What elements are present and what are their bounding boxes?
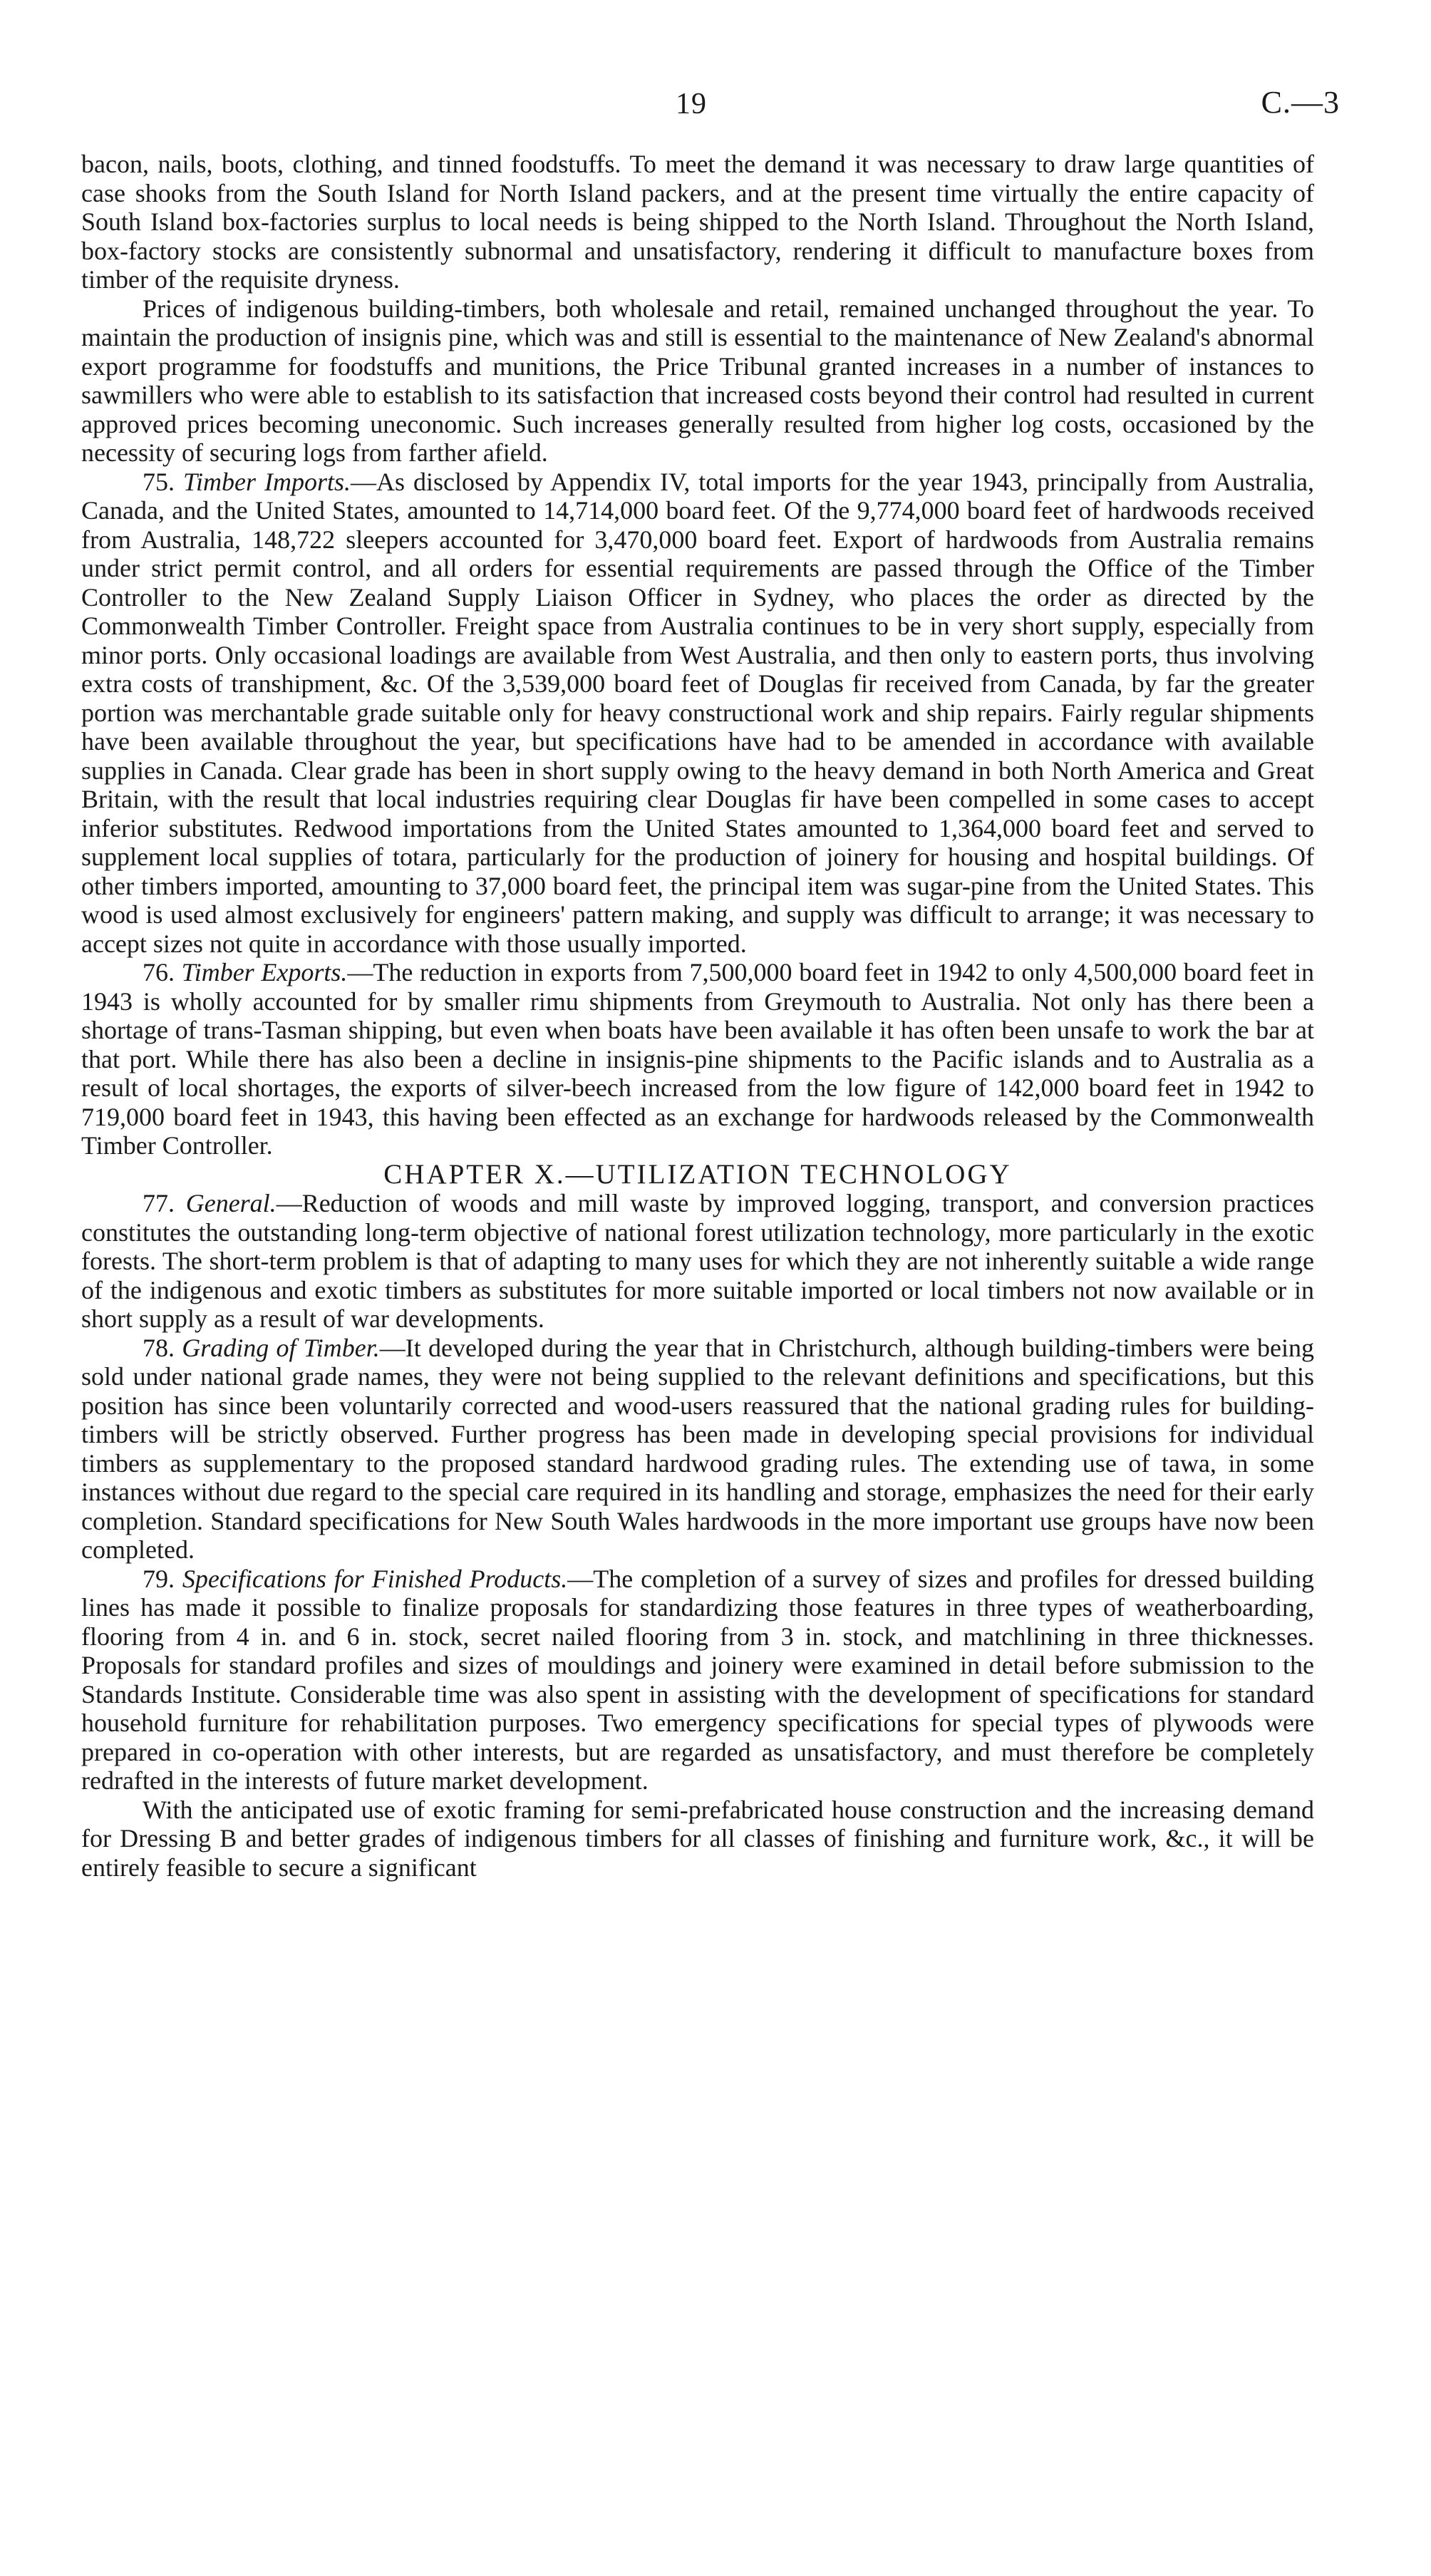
paragraph-title: Timber Imports.: [183, 467, 351, 496]
paragraph-number: 76.: [143, 958, 175, 986]
paragraph-exotic-framing: [81, 1796, 1314, 1882]
paragraph-75-timber-imports: [81, 468, 1314, 959]
paragraph-title: Grading of Timber.: [182, 1333, 380, 1362]
paragraph-text: —The completion of a survey of sizes and profiles for dressed building lines has made it possible to finalize proposals for standardizing those features in three types of weatherboarding, flooring from 4 in. and 6 in. stock, secret nailed flooring from 3 in. stock, and matchlining in three thicknesses. Proposals for standard profiles and sizes of mouldings and joinery were examined in detail before submission to the Standards Institute. Considerable time was also spent in assisting with the development of specifications for standard household furniture for rehabilitation purposes. Two emergency specifications for special types of plywoods were prepared in co-operation with other interests, but are regarded as unsatisfactory, and must therefore be completely redrafted in the interests of future market development.: [81, 1564, 1315, 1795]
paragraph-title: Timber Exports.: [181, 958, 348, 986]
paragraph-title: Specifications for Finished Products.: [182, 1564, 568, 1593]
paragraph-continuation: [81, 150, 1314, 294]
paragraph-prices: [81, 294, 1314, 468]
paragraph-number: 78.: [143, 1333, 175, 1362]
chapter-heading: CHAPTER X.—UTILIZATION TECHNOLOGY: [383, 1158, 1012, 1190]
body-text: [81, 150, 1314, 1882]
paragraph-77-general: [81, 1189, 1314, 1334]
paragraph-text: With the anticipated use of exotic framing for semi-prefabricated house construction and the increasing demand for Dressing B and better grades of indigenous timbers for all classes of finishing and furniture work, &c., it will be entirely feasible to secure a significant: [81, 1795, 1314, 1882]
paragraph-text: —Reduction of woods and mill waste by improved logging, transport, and conversion practices constitutes the outstanding long-term objective of national forest utilization technology, more particularly in the exotic forests. The short-term problem is that of adapting to many uses for which they are not inherently suitable a wide range of the indigenous and exotic timbers as substitutes for more suitable imported or local timbers not now available or in short supply as a result of war developments.: [81, 1189, 1315, 1333]
page-number: 19: [676, 88, 707, 120]
paragraph-text: —It developed during the year that in Christchurch, although building-timbers were being sold under national grade names, they were not being supplied to the relevant definitions and specifications, but this position has since been voluntarily corrected and wood-users reassured that the national grading rules for building-timbers will be strictly observed. Further progress has been made in developing special provisions for individual timbers as supplementary to the proposed standard hardwood grading rules. The extending use of tawa, in some instances without due regard to the special care required in its handling and storage, emphasizes the need for their early completion. Standard specifications for New South Wales hardwoods in the more important use groups have now been completed.: [81, 1333, 1314, 1564]
paragraph-text: —The reduction in exports from 7,500,000 board feet in 1942 to only 4,500,000 board feet in 1943 is wholly accounted for by smaller rimu shipments from Greymouth to Australia. Not only has there been a shortage of trans-Tasman shipping, but even when boats have been available it has often been unsafe to work the bar at that port. While there has also been a decline in insignis-pine shipments to the Pacific islands and to Australia as a result of local shortages, the exports of silver-beech increased from the low figure of 142,000 board feet in 1942 to 719,000 board feet in 1943, this having been effected as an exchange for hardwoods released by the Commonwealth Timber Controller.: [81, 958, 1315, 1160]
paragraph-number: 79.: [143, 1564, 175, 1593]
paragraph-text: —As disclosed by Appendix IV, total imports for the year 1943, principally from Australia, Canada, and the United States, amounted to 14,714,000 board feet. Of the 9,774,000 board feet of hardwoods received from Australia, 148,722 sleepers accounted for 3,470,000 board feet. Export of hardwoods from Australia remains under strict permit control, and all orders for essential requirements are passed through the Office of the Timber Controller to the New Zealand Supply Liaison Officer in Sydney, who places the order as directed by the Commonwealth Timber Controller. Freight space from Australia continues to be in very short supply, especially from minor ports. Only occasional loadings are available from West Australia, and then only to eastern ports, thus involving extra costs of transhipment, &c. Of the 3,539,000 board feet of Douglas fir received from Canada, by far the greater portion was merchantable grade suitable only for heavy constructional work and ship repairs. Fairly regular shipments have been available throughout the year, but specifications have had to be amended in accordance with available supplies in Canada. Clear grade has been in short supply owing to the heavy demand in both North America and Great Britain, with the result that local industries requiring clear Douglas fir have been compelled in some cases to accept inferior substitutes. Redwood importations from the United States amounted to 1,364,000 board feet and served to supplement local supplies of totara, particularly for the production of joinery for housing and hospital buildings. Of other timbers imported, amounting to 37,000 board feet, the principal item was sugar-pine from the United States. This wood is used almost exclusively for engineers' pattern making, and supply was difficult to arrange; it was necessary to accept sizes not quite in accordance with those usually imported.: [81, 467, 1315, 958]
paragraph-76-timber-exports: [81, 958, 1314, 1160]
paragraph-text: Prices of indigenous building-timbers, both wholesale and retail, remained unchanged throughout the year. To maintain the production of insignis pine, which was and still is essential to the maintenance of New Zealand's abnormal export programme for foodstuffs and munitions, the Price Tribunal granted increases in a number of instances to sawmillers who were able to establish to its satisfaction that increased costs beyond their control had resulted in current approved prices becoming uneconomic. Such increases generally resulted from higher log costs, occasioned by the necessity of securing logs from farther afield.: [81, 294, 1314, 467]
paragraph-79-specifications: [81, 1565, 1314, 1796]
paragraph-number: 77.: [143, 1189, 175, 1217]
paragraph-text: bacon, nails, boots, clothing, and tinned foodstuffs. To meet the demand it was necessary to draw large quantities of case shooks from the South Island for North Island packers, and at the present time virtually the entire capacity of South Island box-factories surplus to local needs is being shipped to the North Island. Throughout the North Island, box-factory stocks are consistently subnormal and unsatisfactory, rendering it difficult to manufacture boxes from timber of the requisite dryness.: [81, 150, 1314, 294]
paragraph-title: General.: [185, 1189, 277, 1217]
paragraph-number: 75.: [143, 467, 175, 496]
document-code: C.—3: [1261, 85, 1340, 120]
paragraph-78-grading-of-timber: [81, 1334, 1314, 1565]
